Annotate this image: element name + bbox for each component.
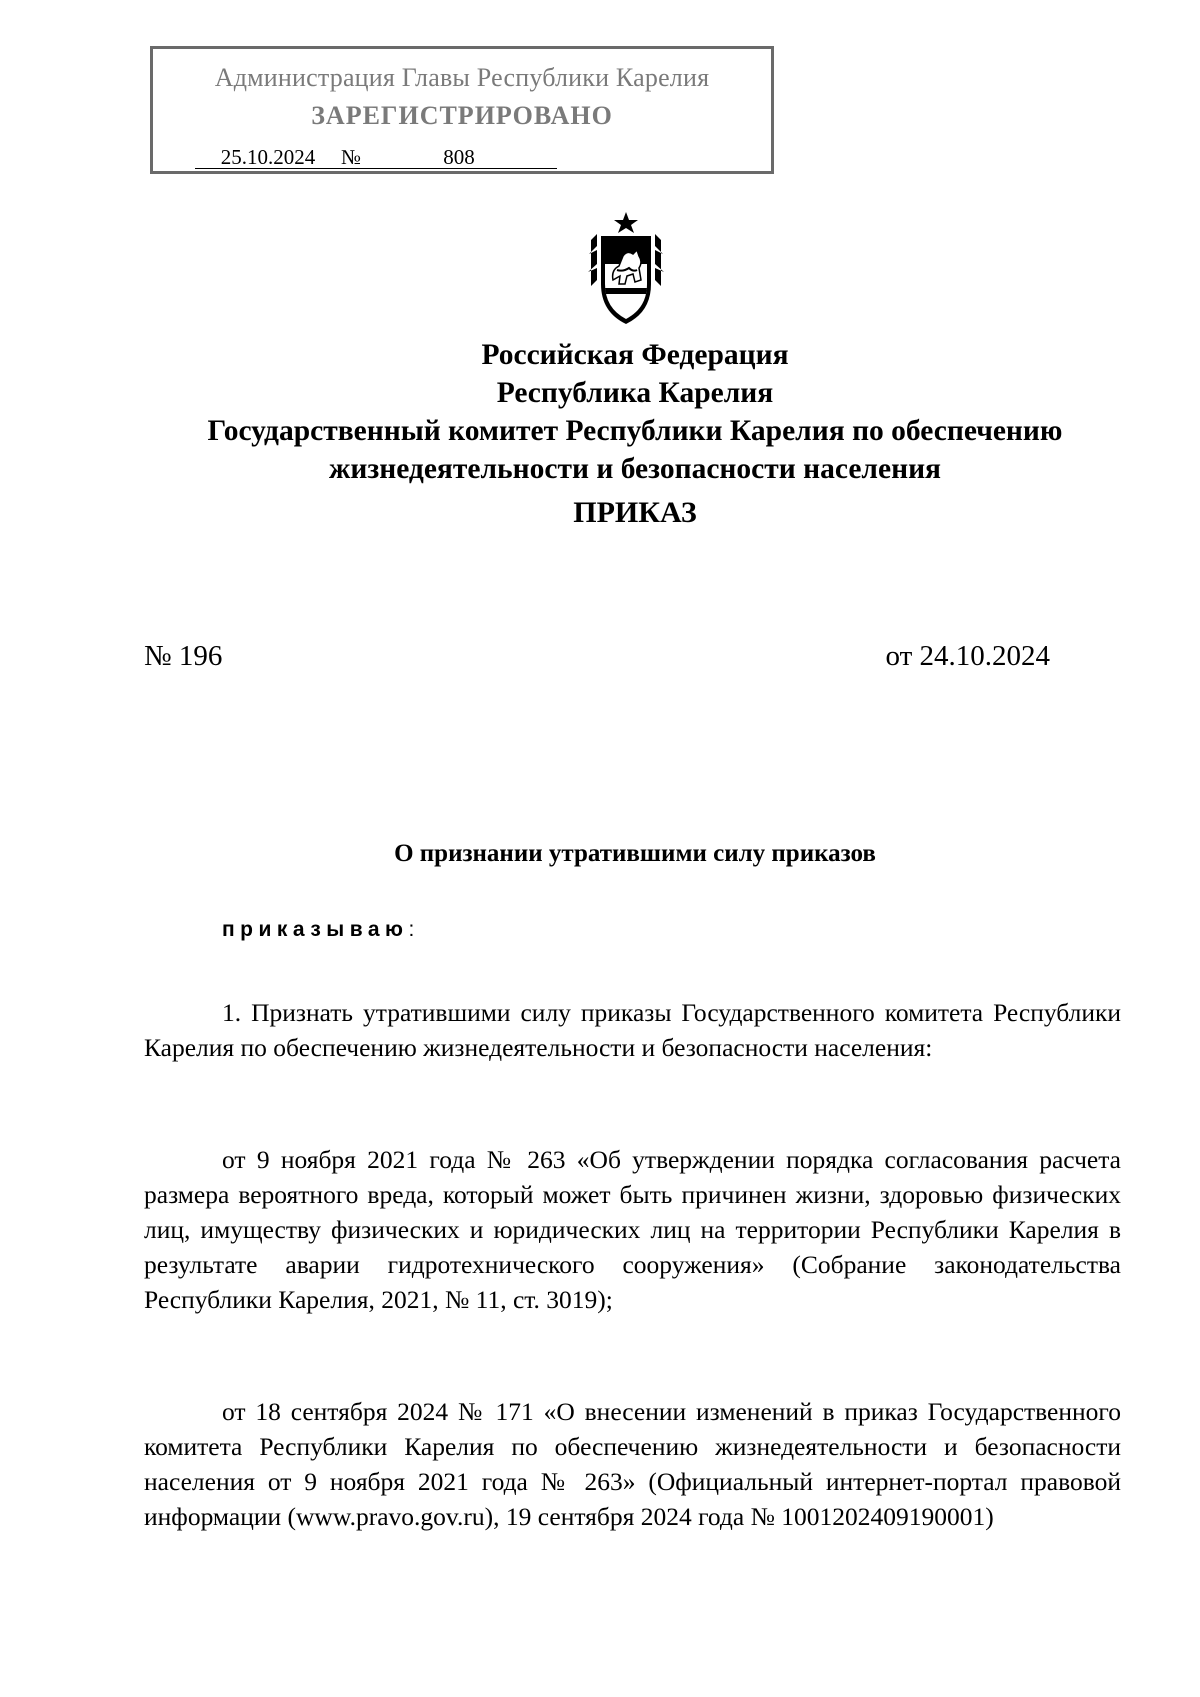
header-block (100, 336, 1170, 488)
header-country: Российская Федерация (481, 339, 789, 371)
stamp-registration-row (195, 145, 557, 170)
stamp-authority: Администрация Главы Республики Карелия (214, 63, 710, 92)
order-word: приказываю (222, 918, 409, 941)
order-colon: : (408, 918, 415, 941)
stamp-reg-number: 808 (361, 146, 557, 169)
stamp-registered: ЗАРЕГИСТРИРОВАНО (311, 101, 613, 130)
order-statement (222, 918, 414, 942)
header-committee-line2: жизнедеятельности и безопасности населения (328, 453, 942, 485)
document-number: № 196 (144, 640, 223, 672)
registration-stamp (150, 46, 774, 174)
document-subject: О признании утратившими силу приказов (394, 840, 876, 867)
header-republic: Республика Карелия (496, 377, 774, 409)
stamp-number-sign: № (341, 145, 362, 169)
document-date: от 24.10.2024 (885, 640, 1050, 672)
coat-of-arms-icon (583, 210, 669, 330)
document-type: ПРИКАЗ (573, 496, 697, 529)
header-committee-line1: Государственный комитет Республики Карелия по обеспечению (207, 415, 1063, 447)
paragraph-2: от 9 ноября 2021 года № 263 «Об утверждении порядка согласования расчета размера вероятного вреда, который может быть причинен жизни, здоровью физических лиц, имуществу физических и юридических лиц на территории Республики Карелия в результате аварии гидротехнического сооружения» (Собрание законодательства Республики Карелия, 2021, № 11, ст. 3019); (144, 1145, 1121, 1314)
stamp-date: 25.10.2024 (195, 146, 341, 169)
paragraph-1: 1. Признать утратившими силу приказы Государственного комитета Республики Карелия по обеспечению жизнедеятельности и безопасности населения: (144, 998, 1121, 1062)
paragraph-3: от 18 сентября 2024 № 171 «О внесении изменений в приказ Государственного комитета Республики Карелия по обеспечению жизнедеятельности и безопасности населения от 9 ноября 2021 года № 263» (Официальный интернет-портал правовой информации (www.pravo.gov.ru), 19 сентября 2024 года № 1001202409190001) (144, 1397, 1121, 1531)
